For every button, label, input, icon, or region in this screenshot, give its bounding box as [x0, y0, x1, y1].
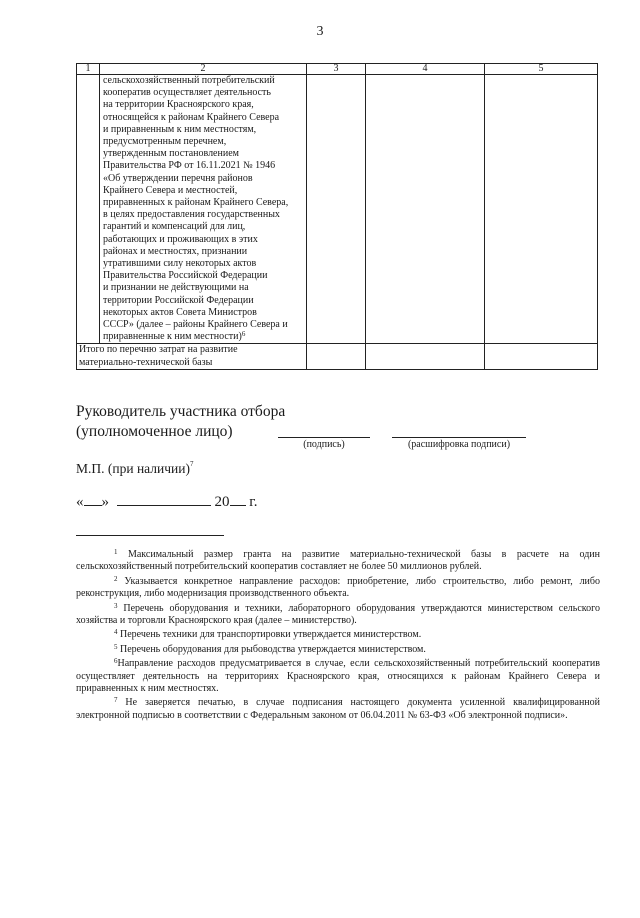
footnote-4-text: Перечень техники для транспортировки утверждается министерством. [120, 629, 422, 641]
signer-title-line-2: (уполномоченное лицо) [76, 423, 233, 440]
footnote-4-mark: 4 [114, 628, 118, 637]
table-row [77, 75, 598, 344]
row-col-4-cell [366, 75, 485, 344]
row-description-cell [100, 75, 307, 344]
signature-line [278, 437, 370, 438]
total-label-line-1: Итого по перечню затрат на развитие [79, 344, 238, 356]
description-line: работающих и проживающих в этих [103, 233, 258, 245]
description-line: приравненных к районам Крайнего Севера, [103, 197, 289, 209]
description-line: и признании не действующими на [103, 282, 249, 294]
footnote-5-mark: 5 [114, 642, 118, 651]
total-col-5-cell [485, 344, 598, 369]
total-label-line-2: материально-технической базы [79, 356, 213, 368]
stamp-placeholder [76, 461, 193, 477]
row-number-cell [77, 75, 100, 344]
footnote-2-mark: 2 [114, 574, 118, 583]
signature-decoding-line [392, 437, 526, 438]
description-line: на территории Красноярского края, [103, 99, 254, 111]
footnote-3-mark: 3 [114, 601, 118, 610]
header-col-5: 5 [485, 64, 598, 75]
date-month-blank [117, 491, 211, 506]
footnote-1 [76, 549, 600, 574]
footnote-6-mark: 6 [114, 657, 118, 666]
row-description-text [103, 75, 303, 343]
description-line: Крайнего Севера и местностей, [103, 184, 238, 196]
date-close-quote: » [101, 494, 109, 510]
row-col-5-cell [485, 75, 598, 344]
signature-decoding-caption: (расшифровка подписи) [407, 439, 511, 450]
footnote-separator [76, 535, 224, 536]
description-line: некоторых актов Совета Министров [103, 306, 257, 318]
table-header-row [77, 64, 598, 75]
stamp-text: М.П. (при наличии) [76, 461, 190, 476]
total-label-cell [77, 344, 307, 369]
total-col-3-cell [307, 344, 366, 369]
footnote-6-text: Направление расходов предусматривается в случае, если сельскохозяйственный потребительский кооператив осуществляет деятельность на территориях Красноярского края, относящихся к районам Крайнего Севера и приравненных к ним местностях. [76, 658, 600, 695]
date-open-quote: « [76, 494, 84, 510]
signer-title [76, 402, 285, 442]
description-line: в целях предоставления государственных [103, 209, 280, 221]
description-line: Правительства Российской Федерации [103, 270, 268, 282]
row-col-3-cell [307, 75, 366, 344]
footnote-7-text: Не заверяется печатью, в случае подписания настоящего документа усиленной квалифицированной электронной подписью в соответствии с Федеральным законом от 06.04.2011 № 63-ФЗ «Об электронной подписи». [76, 697, 600, 721]
page-number: 3 [316, 24, 324, 39]
footnote-5-text: Перечень оборудования для рыбоводства утверждается министерством. [120, 643, 426, 655]
header-col-3: 3 [307, 64, 366, 75]
table-total-row [77, 344, 598, 369]
description-line: гарантий и компенсаций для лиц, [103, 221, 246, 233]
description-line: утвержденным постановлением [103, 148, 239, 160]
header-col-4: 4 [366, 64, 485, 75]
description-line: кооператив осуществляет деятельность [103, 87, 271, 99]
description-footnote-mark: 6 [241, 330, 246, 339]
description-line: сельскохозяйственный потребительский [103, 75, 275, 86]
date-year-prefix: 20 [214, 494, 230, 510]
description-line: предусмотренным перечнем, [103, 136, 227, 148]
footnote-7-mark: 7 [114, 696, 118, 705]
date-year-suffix: г. [249, 494, 258, 510]
footnote-7 [76, 697, 600, 722]
description-line: «Об утверждении перечня районов [103, 172, 253, 184]
description-line: и приравненным к ним местностям, [103, 123, 257, 135]
footnotes [76, 549, 600, 724]
header-col-1: 1 [77, 64, 100, 75]
description-line: территории Российской Федерации [103, 294, 254, 306]
stamp-footnote-mark: 7 [189, 460, 194, 468]
footnote-5 [76, 644, 600, 656]
footnote-2-text: Указывается конкретное направление расходов: приобретение, либо строительство, либо ремонт, либо реконструкция, либо модернизация производственного объекта. [76, 575, 600, 600]
footnote-1-text: Максимальный размер гранта на развитие материально-технической базы в расчете на один сельскохозяйственный потребительский кооператив составляет не более 50 миллионов рублей. [76, 549, 601, 573]
description-line: районах и местностях, признании [103, 245, 248, 257]
signer-title-line-1: Руководитель участника отбора [76, 403, 286, 420]
expenses-table [76, 63, 598, 370]
date-day-blank [84, 491, 102, 506]
date-year-blank [230, 491, 246, 506]
header-col-2: 2 [100, 64, 307, 75]
description-line: Правительства РФ от 16.11.2021 № 1946 [103, 160, 276, 172]
description-line: утратившими силу некоторых актов [103, 258, 257, 270]
description-line: относящейся к районам Крайнего Севера [103, 111, 280, 123]
footnote-6 [76, 658, 600, 695]
footnote-2 [76, 576, 600, 601]
footnote-4 [76, 629, 600, 641]
footnote-3-text: Перечень оборудования и техники, лабораторного оборудования утверждаются министерством сельского хозяйства и торговли Красноярского края (далее – министерство). [76, 602, 600, 627]
date-line [76, 491, 257, 511]
footnote-1-mark: 1 [114, 548, 118, 556]
description-line: приравненные к ним местности) [103, 331, 242, 343]
description-line: СССР» (далее – районы Крайнего Севера и [103, 319, 288, 331]
signature-caption: (подпись) [303, 439, 345, 450]
footnote-3 [76, 603, 600, 628]
total-col-4-cell [366, 344, 485, 369]
